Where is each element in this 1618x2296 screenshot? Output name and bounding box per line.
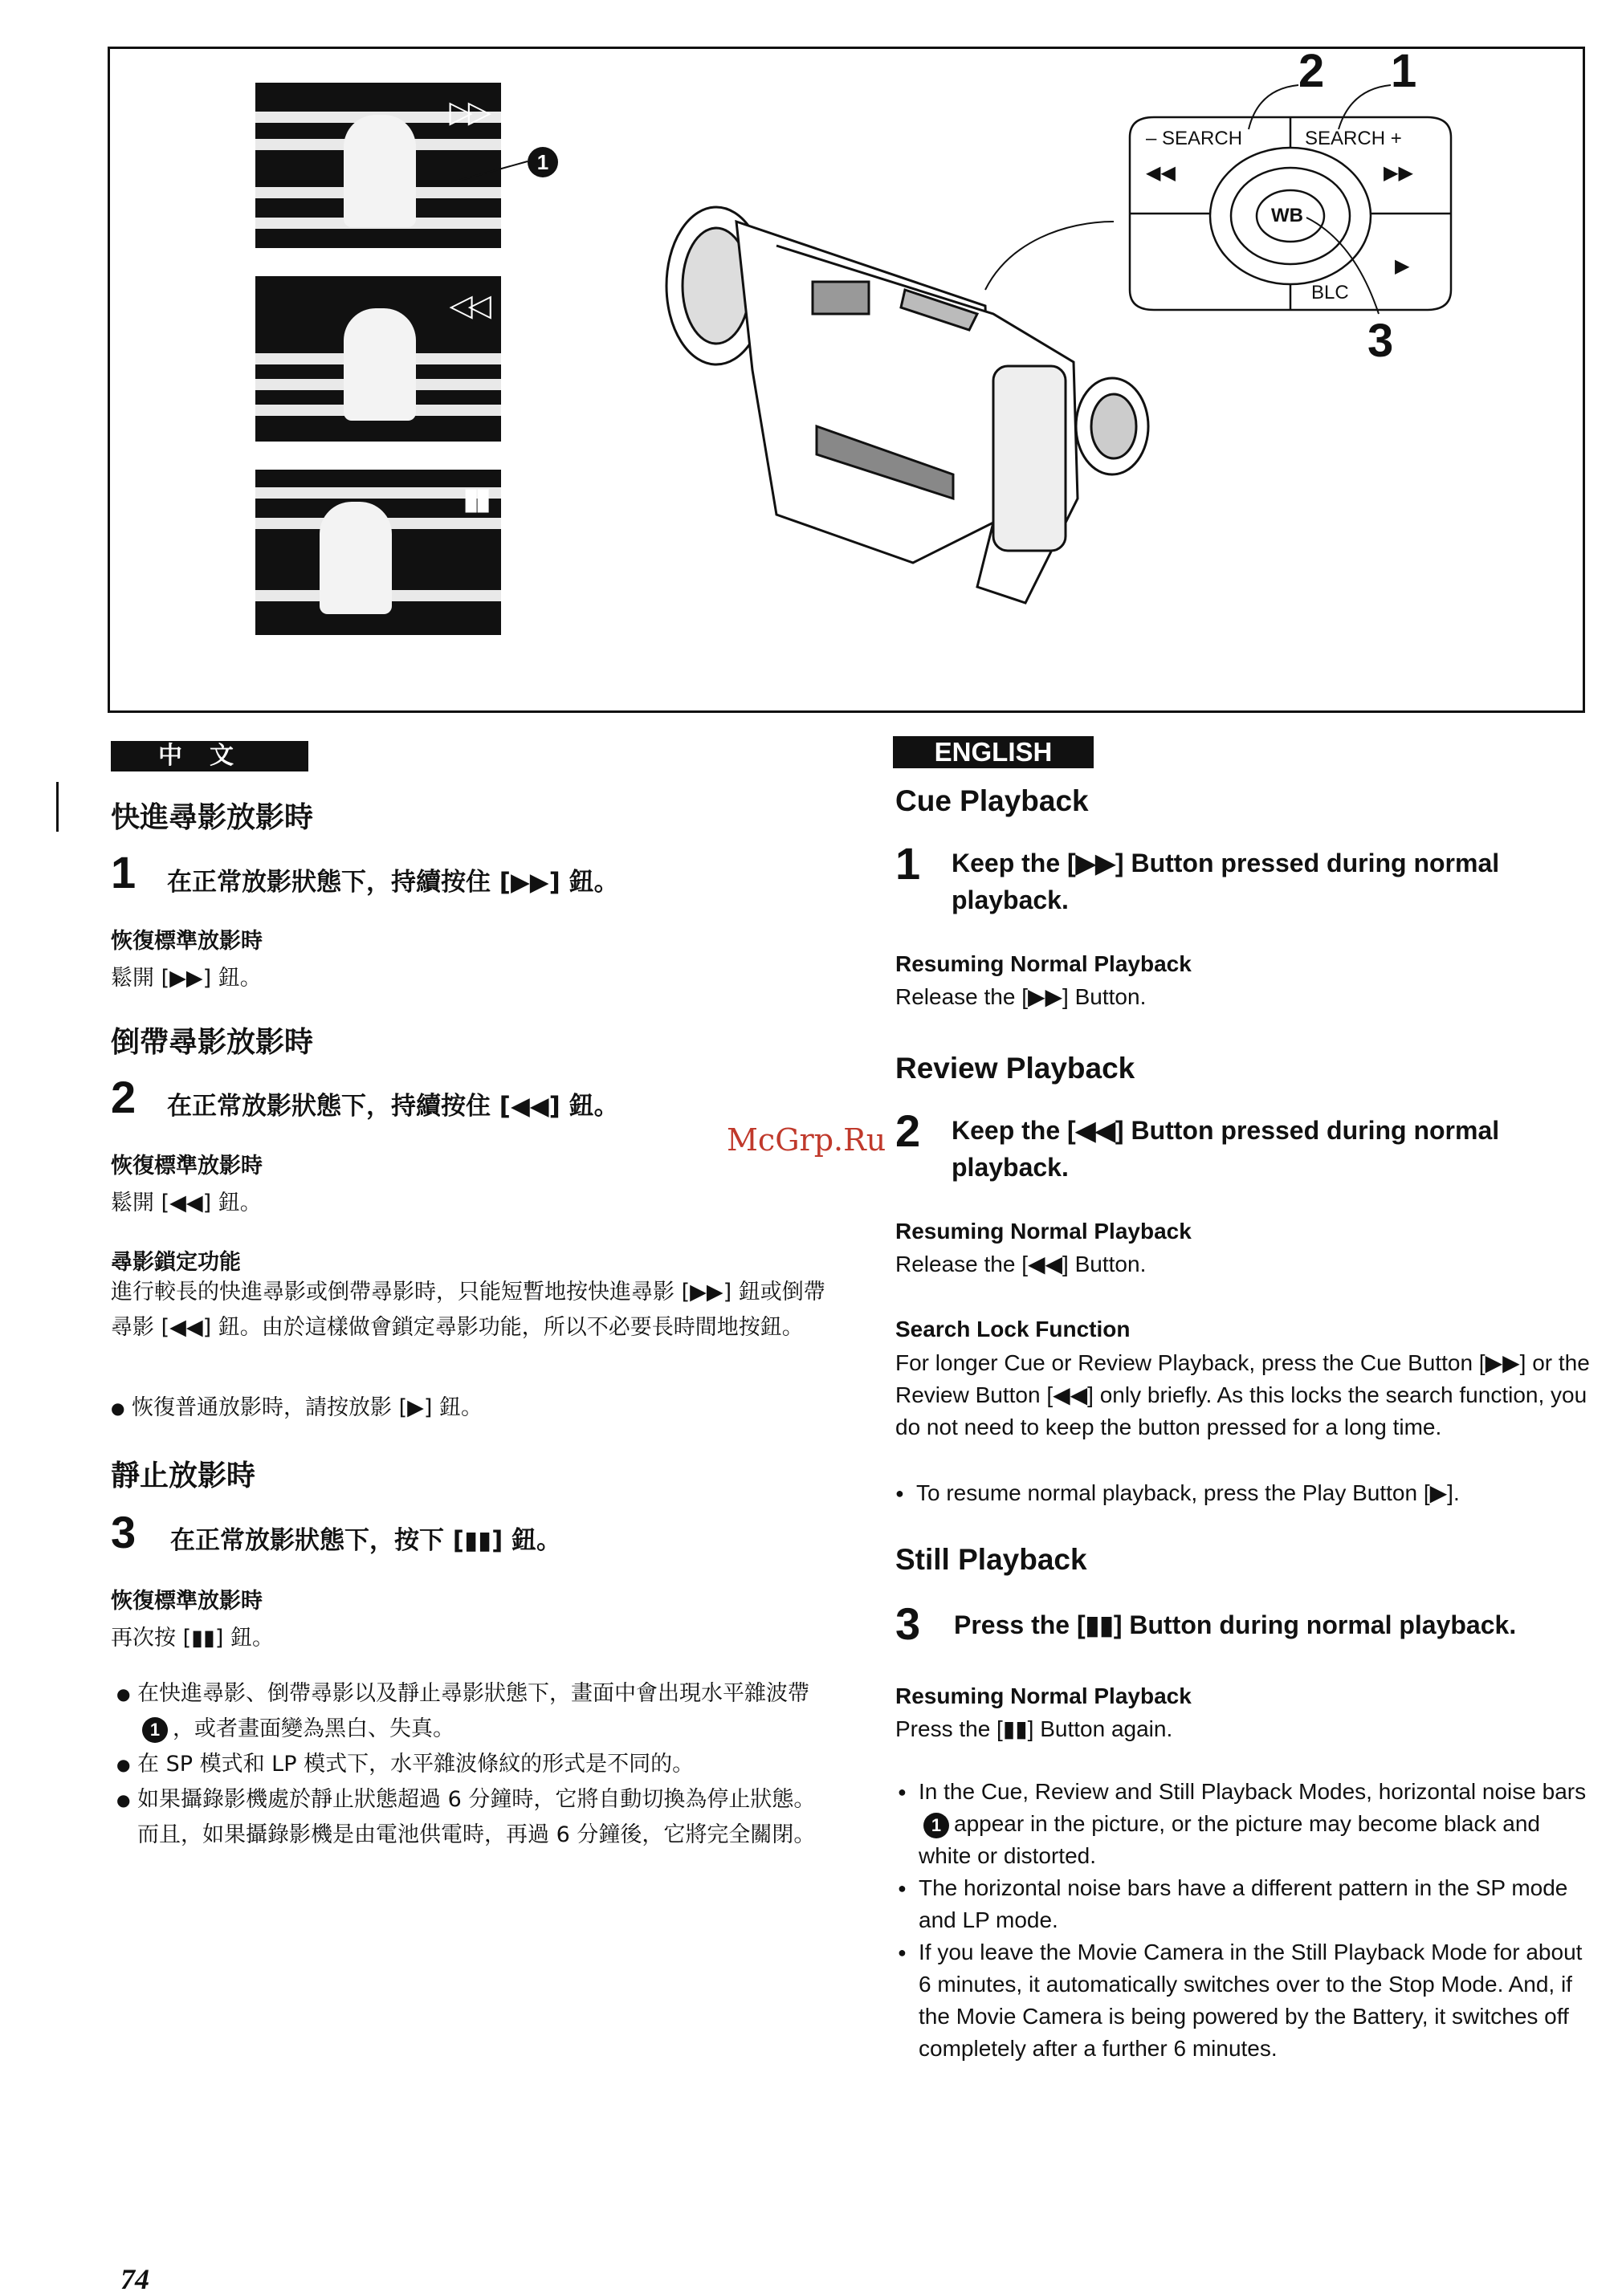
noise-bar-marker-1: 1 [528, 147, 558, 177]
zh-step-1-text: 在正常放影狀態下，持續按住 [▶▶] 鈕。 [167, 868, 619, 897]
zh-step-3-number: 3 [111, 1507, 137, 1557]
en-cue-resume-heading: Resuming Normal Playback [895, 951, 1192, 976]
search-plus-label: SEARCH + [1305, 128, 1402, 149]
wb-pause-button-label: WB [1271, 205, 1303, 226]
noise-bar-marker-icon: 1 [923, 1813, 949, 1838]
fast-forward-osd-icon: ▷▷ [449, 94, 487, 129]
en-note-3: ● If you leave the Movie Camera in the Still Playback Mode for about 6 minutes, it automatically switches over to the Stop Mode. And, if the Movie Camera is being powered by the Battery, it switches off completely after a further 6 minutes. [898, 1936, 1596, 2065]
pause-osd-icon: ▮▮ [463, 481, 487, 516]
english-section-tag: ENGLISH [893, 736, 1094, 768]
margin-mark [56, 782, 59, 832]
zh-still-title: 靜止放影時 [111, 1459, 256, 1492]
en-still-title: Still Playback [895, 1543, 1087, 1576]
rewind-button-icon: ◀◀ [1146, 162, 1176, 184]
en-review-resume-heading: Resuming Normal Playback [895, 1219, 1192, 1244]
illustration-panel [108, 47, 1585, 713]
zh-search-lock-heading: 尋影鎖定功能 [111, 1250, 241, 1275]
en-step-2-text: Keep the [◀◀] Button pressed during normal playback. [952, 1116, 1500, 1182]
zh-step-3-text: 在正常放影狀態下，按下 [▮▮] 鈕。 [170, 1526, 562, 1555]
play-button-icon: ▶ [1395, 255, 1410, 277]
en-cue-title: Cue Playback [895, 784, 1089, 817]
en-step-2-number: 2 [895, 1105, 921, 1156]
en-still-resume-heading: Resuming Normal Playback [895, 1683, 1192, 1708]
search-minus-label: – SEARCH [1146, 128, 1243, 149]
en-search-lock-bullet [895, 1477, 1594, 1509]
callout-1: 1 [1391, 45, 1417, 97]
callout-2: 2 [1298, 45, 1325, 97]
zh-cue-resume-heading: 恢復標準放影時 [111, 929, 263, 954]
zh-step-2-number: 2 [111, 1072, 137, 1122]
zh-search-lock-bullet-item: ● 恢復普通放影時，請按放影 [▶] 鈕。 [111, 1390, 825, 1426]
noise-bar-marker-icon: 1 [142, 1717, 168, 1743]
zh-cue-resume-text: 鬆開 [▶▶] 鈕。 [111, 966, 262, 991]
zh-review-resume-text: 鬆開 [◀◀] 鈕。 [111, 1191, 262, 1215]
en-step-3-text: Press the [▮▮] Button during normal playback. [954, 1610, 1517, 1639]
zh-step-1-number: 1 [111, 847, 137, 898]
zh-note-2: ● 在 SP 模式和 LP 模式下，水平雜波條紋的形式是不同的。 [116, 1747, 831, 1782]
zh-notes-list [116, 1676, 831, 1853]
watermark: McGrp.Ru [727, 1122, 886, 1158]
zh-still-resume-heading: 恢復標準放影時 [111, 1589, 263, 1614]
blc-label: BLC [1311, 282, 1349, 303]
zh-step-2-text: 在正常放影狀態下，持續按住 [◀◀] 鈕。 [167, 1092, 619, 1121]
zh-note-3: ● 如果攝錄影機處於靜止狀態超過 6 分鐘時，它將自動切換為停止狀態。而且，如果攝錄影機是由電池供電時，再過 6 分鐘後，它將完全關閉。 [116, 1782, 831, 1853]
en-step-1-number: 1 [895, 838, 921, 889]
zh-still-resume-text: 再次按 [▮▮] 鈕。 [111, 1626, 274, 1651]
zh-search-lock-bullet [111, 1390, 825, 1426]
en-review-resume-text: Release the [◀◀] Button. [895, 1252, 1147, 1276]
en-review-title: Review Playback [895, 1052, 1135, 1085]
en-search-lock-heading: Search Lock Function [895, 1317, 1131, 1341]
en-step-1-text: Keep the [▶▶] Button pressed during normal playback. [952, 849, 1500, 914]
callout-3: 3 [1367, 315, 1394, 367]
zh-search-lock-text: 進行較長的快進尋影或倒帶尋影時，只能短暫地按快進尋影 [▶▶] 鈕或倒帶尋影 [◀◀] 鈕。由於這樣做會鎖定尋影功能，所以不必要長時間地按鈕。 [111, 1280, 825, 1340]
fast-forward-button-icon: ▶▶ [1384, 162, 1413, 184]
en-note-2: ● The horizontal noise bars have a different pattern in the SP mode and LP mode. [898, 1872, 1596, 1936]
zh-note-1: ● 在快進尋影、倒帶尋影以及靜止尋影狀態下，畫面中會出現水平雜波帶1 ，或者畫面變為黑白、失真。 [116, 1676, 831, 1747]
en-note-1: ● In the Cue, Review and Still Playback Modes, horizontal noise bars1 appear in the picture, or the picture may become black and white or distorted. [898, 1776, 1596, 1872]
en-search-lock-bullet-item: ● To resume normal playback, press the Play Button [▶]. [895, 1477, 1594, 1509]
en-cue-resume-text: Release the [▶▶] Button. [895, 984, 1147, 1009]
en-still-resume-text: Press the [▮▮] Button again. [895, 1716, 1173, 1741]
chinese-section-tag: 中文 [111, 741, 308, 771]
zh-review-title: 倒帶尋影放影時 [111, 1026, 314, 1059]
zh-review-resume-heading: 恢復標準放影時 [111, 1154, 263, 1179]
camcorder-body [666, 207, 1148, 603]
en-notes-list [898, 1776, 1596, 2065]
page-number: 74 [120, 2263, 149, 2295]
rewind-osd-icon: ◁◁ [449, 287, 487, 323]
en-step-3-number: 3 [895, 1598, 921, 1649]
en-search-lock-text: For longer Cue or Review Playback, press the Cue Button [▶▶] or the Review Button [◀◀] only briefly. As this locks the search function, you do not need to keep the button pressed for a long time. [895, 1350, 1590, 1439]
zh-cue-title: 快進尋影放影時 [111, 801, 314, 834]
